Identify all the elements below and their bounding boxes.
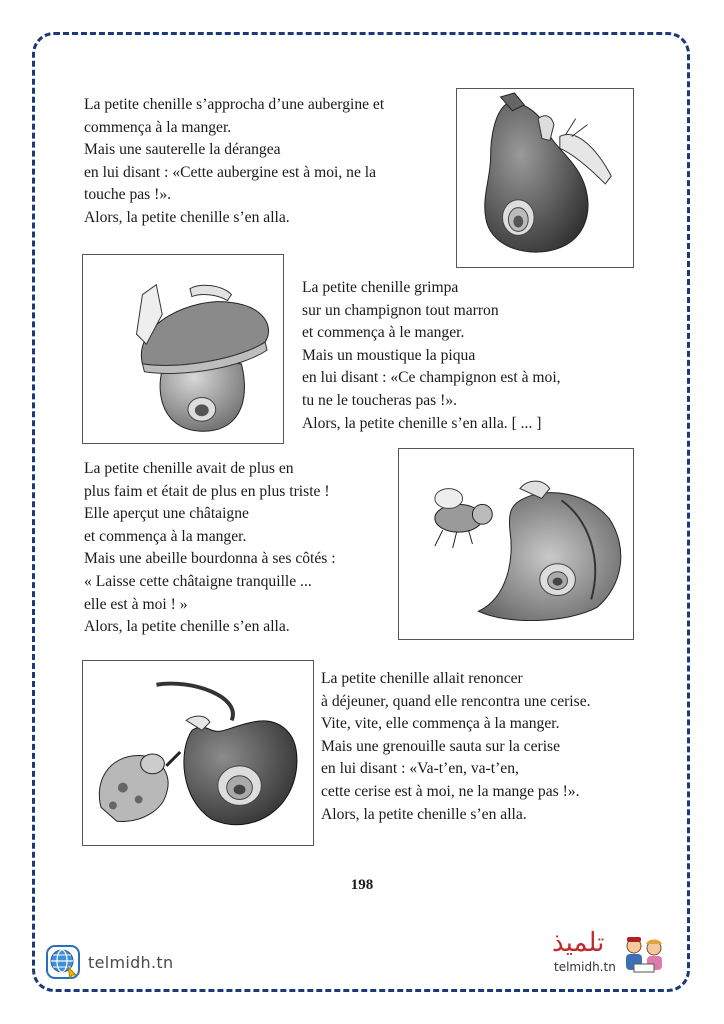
text-line: Vite, vite, elle commença à la manger. [321, 715, 560, 733]
text-line: « Laisse cette châtaigne tranquille ... [84, 572, 312, 590]
text-line: Mais une grenouille sauta sur la cerise [321, 737, 561, 755]
text-line: à déjeuner, quand elle rencontra une cerise. [321, 692, 591, 710]
text-line: Alors, la petite chenille s’en alla. [84, 618, 290, 636]
text-line: Mais une sauterelle la dérangea [84, 141, 281, 159]
footer-logo-left[interactable] [46, 944, 173, 980]
text-line: et commença à le manger. [302, 324, 465, 342]
brand-arabic-text: تلميذ [552, 928, 605, 958]
text-line: commença à la manger. [84, 118, 232, 136]
globe-icon [46, 945, 80, 979]
kids-reading-icon [620, 934, 668, 978]
text-line: La petite chenille s’approcha d’une aubergine et [84, 96, 385, 113]
text-line: Mais un moustique la piqua [302, 346, 476, 364]
cherry-drawing [83, 661, 313, 845]
mushroom-drawing [83, 255, 283, 443]
text-line: La petite chenille allait renoncer [321, 670, 523, 687]
paragraph-mushroom [302, 277, 561, 435]
text-line: tu ne le toucheras pas !». [302, 391, 458, 409]
footer-left-label: telmidh.tn [88, 952, 174, 972]
text-line: Alors, la petite chenille s’en alla. [ ... ] [302, 414, 542, 432]
text-line: en lui disant : «Ce champignon est à moi, [302, 369, 561, 387]
illustration-mushroom-mosquito [82, 254, 284, 444]
text-line: Alors, la petite chenille s’en alla. [321, 805, 527, 823]
text-line: La petite chenille avait de plus en [84, 460, 294, 477]
text-line: sur un champignon tout marron [302, 301, 499, 319]
paragraph-aubergine [84, 94, 384, 230]
text-line: La petite chenille grimpa [302, 279, 459, 296]
page-number: 198 [350, 877, 374, 893]
text-line: Mais une abeille bourdonna à ses côtés : [84, 550, 336, 568]
text-line: et commença à la manger. [84, 527, 247, 545]
illustration-aubergine-grasshopper [456, 88, 634, 268]
illustration-cherry-frog [82, 660, 314, 846]
chestnut-drawing [399, 449, 633, 639]
text-line: en lui disant : «Cette aubergine est à moi, ne la [84, 163, 377, 181]
text-line: elle est à moi ! » [84, 595, 188, 613]
footer-right-label: telmidh.tn [554, 960, 616, 974]
footer-logo-right[interactable] [552, 928, 672, 980]
aubergine-drawing [457, 89, 633, 267]
text-line: touche pas !». [84, 186, 172, 204]
text-line: Elle aperçut une châtaigne [84, 505, 249, 523]
paragraph-chestnut [84, 458, 336, 639]
paragraph-cherry [321, 668, 591, 826]
text-line: plus faim et était de plus en plus triste ! [84, 482, 330, 500]
text-line: Alors, la petite chenille s’en alla. [84, 208, 290, 226]
text-line: en lui disant : «Va-t’en, va-t’en, [321, 760, 519, 778]
illustration-chestnut-bee [398, 448, 634, 640]
text-line: cette cerise est à moi, ne la mange pas !». [321, 782, 580, 800]
